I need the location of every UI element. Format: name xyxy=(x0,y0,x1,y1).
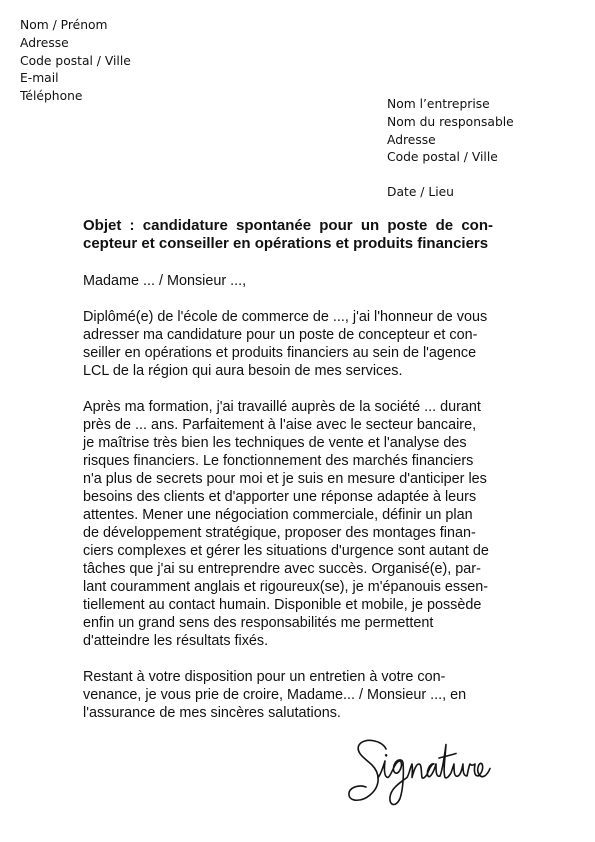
body-line: près de ... ans. Parfaitement à l'aise avec le secteur bancaire, xyxy=(83,417,477,433)
body-line: Diplômé(e) de l'école de commerce de ..., j'ai l'honneur de vous xyxy=(83,309,488,325)
body-line: LCL de la région qui aura besoin de mes services. xyxy=(83,363,403,379)
body-line: enfin un grand sens des responsabilités me permettent xyxy=(83,615,434,631)
body-line: de développement stratégique, proposer des montages finan- xyxy=(83,525,476,541)
subject-line: cepteur et conseiller en opérations et produits financiers xyxy=(83,235,489,252)
body-line: adresser ma candidature pour un poste de concepteur et con- xyxy=(83,327,478,343)
body-line: tiellement au contact humain. Disponible et mobile, je possède xyxy=(83,597,482,613)
salutation xyxy=(83,272,246,290)
date-place xyxy=(387,184,454,202)
body-line: ciers complexes et gérer les situations d'urgence sont autant de xyxy=(83,543,489,559)
subject-line: Objet : candidature spontanée pour un poste de con- xyxy=(83,217,493,234)
body-line: seiller en opérations et produits financiers au sein de l'agence xyxy=(83,345,477,361)
body-line: Après ma formation, j'ai travaillé auprès de la société ... durant xyxy=(83,399,481,415)
recipient-block xyxy=(387,96,514,167)
sender-postal-city: Code postal / Ville xyxy=(20,53,131,68)
body-line: Restant à votre disposition pour un entretien à votre con- xyxy=(83,669,446,685)
sender-email: E-mail xyxy=(20,71,59,86)
sender-name: Nom / Prénom xyxy=(20,18,108,32)
salutation-text: Madame ... / Monsieur ..., xyxy=(83,273,247,289)
body-line: je maîtrise très bien les techniques de vente et l'analyse des xyxy=(83,435,467,451)
signature-stroke xyxy=(378,745,490,805)
signature-lowercase xyxy=(378,745,490,805)
subject xyxy=(83,217,493,253)
body-line: attentes. Mener une négociation commerciale, définir un plan xyxy=(83,507,473,523)
signature-stroke xyxy=(439,754,456,759)
body-line: l'assurance de mes sincères salutations. xyxy=(83,705,341,721)
recipient-company: Nom l’entreprise xyxy=(387,97,490,111)
body-line: risques financiers. Le fonctionnement des marchés financiers xyxy=(83,453,474,469)
signature-stroke xyxy=(386,755,387,756)
paragraph-1 xyxy=(83,308,487,380)
signature xyxy=(340,730,500,812)
recipient-postal-city: Code postal / Ville xyxy=(387,150,498,165)
body-line: besoins des clients et d'apporter une réponse adaptée à leurs xyxy=(83,489,477,505)
paragraph-3 xyxy=(83,668,466,722)
sender-phone: Téléphone xyxy=(20,89,83,104)
body-line: tâches que j'ai su entreprendre avec succès. Organisé(e), par- xyxy=(83,561,481,577)
recipient-manager: Nom du responsable xyxy=(387,114,514,129)
body-line: n'a plus de secrets pour moi et je suis en mesure d'anticiper les xyxy=(83,471,487,487)
sender-block xyxy=(20,17,131,106)
body-line: venance, je vous prie de croire, Madame... / Monsieur ..., en xyxy=(83,687,467,703)
body-line: d'atteindre les résultats fixés. xyxy=(83,633,269,649)
sender-address: Adresse xyxy=(20,35,69,50)
recipient-address: Adresse xyxy=(387,132,436,147)
signature-stroke xyxy=(349,740,386,800)
body-line: lant couramment anglais et rigoureux(se), je m'épanouis essen- xyxy=(83,579,489,595)
paragraph-2 xyxy=(83,398,489,650)
date-place-text: Date / Lieu xyxy=(387,185,454,199)
